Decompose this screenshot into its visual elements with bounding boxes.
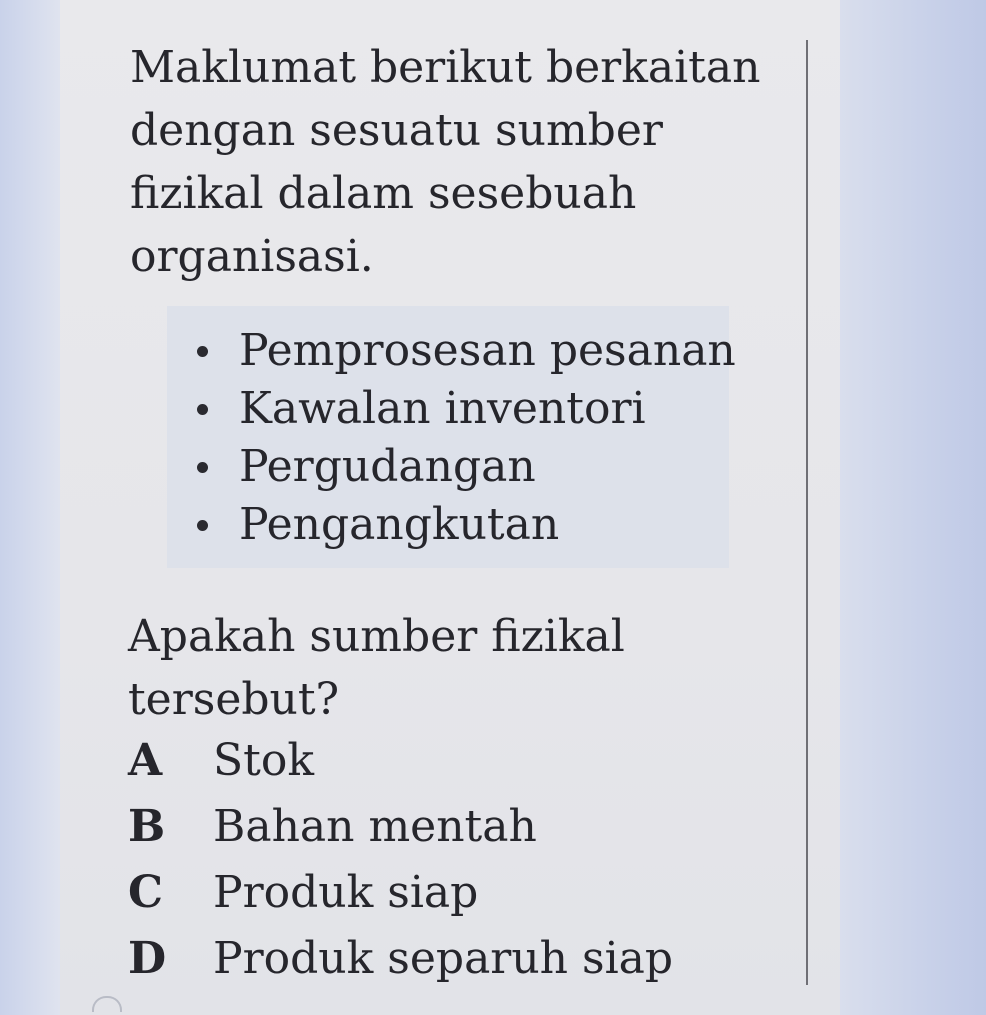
info-box (167, 306, 736, 568)
info-item-label: Pergudangan (239, 441, 536, 492)
prompt-line: tersebut? (128, 674, 340, 725)
info-list (187, 322, 736, 554)
option-text: Stok (213, 735, 314, 786)
bullet-icon (197, 346, 208, 357)
bullet-icon (197, 462, 208, 473)
option-text: Bahan mentah (213, 801, 537, 852)
info-item (187, 496, 736, 554)
stem-line: dengan sesuatu sumber (130, 105, 663, 156)
info-item (187, 380, 736, 438)
answer-option-b[interactable] (128, 794, 673, 860)
option-text: Produk separuh siap (213, 933, 674, 984)
option-letter: D (128, 933, 167, 984)
prompt-line: Apakah sumber fizikal (128, 611, 625, 662)
info-item-label: Pemprosesan pesanan (239, 325, 736, 376)
stem-line: organisasi. (130, 231, 374, 282)
info-item (187, 322, 736, 380)
info-item-label: Kawalan inventori (239, 383, 646, 434)
option-text: Produk siap (213, 867, 479, 918)
answer-option-d[interactable] (128, 926, 673, 992)
question-prompt (128, 605, 768, 731)
question-stem (130, 36, 770, 288)
option-letter: B (128, 801, 166, 852)
answer-option-c[interactable] (128, 860, 673, 926)
option-letter: C (128, 867, 164, 918)
answer-option-a[interactable] (128, 728, 673, 794)
stem-line: Maklumat berikut berkaitan (130, 42, 761, 93)
answer-options (128, 728, 673, 992)
bullet-icon (197, 404, 208, 415)
info-item-label: Pengangkutan (239, 499, 560, 550)
option-letter: A (128, 735, 163, 786)
info-item (187, 438, 736, 496)
bullet-icon (197, 520, 208, 531)
stem-line: fizikal dalam sesebuah (130, 168, 637, 219)
page-margin-line (806, 40, 808, 985)
